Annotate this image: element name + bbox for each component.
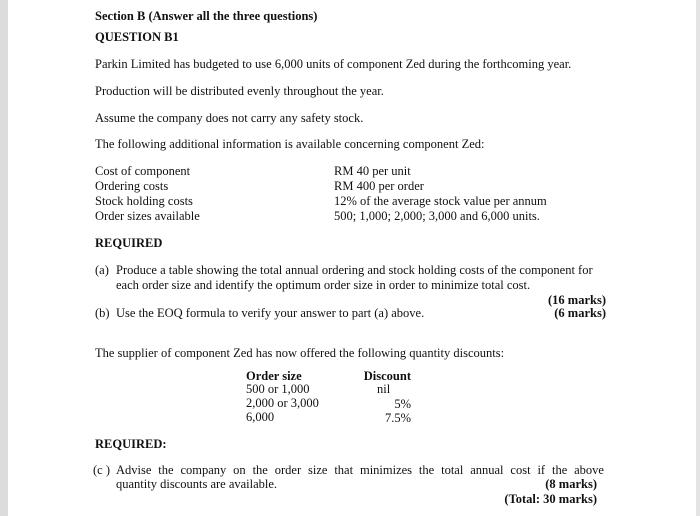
- discount-row-2-size: 2,000 or 3,000: [246, 396, 319, 410]
- intro-line-3: Assume the company does not carry any safety stock.: [95, 111, 364, 125]
- part-b-label: (b): [95, 306, 110, 320]
- part-a-line-2: each order size and identify the optimum order size in order to minimize total cost.: [116, 278, 531, 292]
- info-label-holding: Stock holding costs: [95, 194, 193, 208]
- info-value-holding: 12% of the average stock value per annum: [334, 194, 547, 208]
- part-a-line-1: Produce a table showing the total annual ordering and stock holding costs of the component for: [116, 263, 593, 277]
- info-label-sizes: Order sizes available: [95, 209, 200, 223]
- info-value-ordering: RM 400 per order: [334, 179, 424, 193]
- total-marks: (Total: 30 marks): [504, 492, 597, 506]
- required-heading-1: REQUIRED: [95, 236, 163, 250]
- discount-header-discount: Discount: [363, 369, 411, 383]
- page-edge-right: [696, 0, 700, 516]
- discount-row-1-size: 500 or 1,000: [246, 382, 310, 396]
- part-c-line-2: quantity discounts are available.: [116, 477, 278, 491]
- part-a-label: (a): [95, 263, 109, 277]
- info-label-ordering: Ordering costs: [95, 179, 169, 193]
- discount-row-3-value: 7.5%: [384, 411, 411, 425]
- part-c-label: (c ): [93, 463, 110, 477]
- part-a-marks: (16 marks): [548, 293, 606, 307]
- discount-row-1-value: nil: [377, 382, 391, 396]
- part-b-marks: (6 marks): [554, 306, 606, 320]
- info-value-cost: RM 40 per unit: [334, 164, 411, 178]
- part-c-line-1: Advise the company on the order size that minimizes the total annual cost if the above: [116, 463, 604, 477]
- info-label-cost: Cost of component: [95, 164, 191, 178]
- section-title: Section B (Answer all the three questions): [95, 9, 318, 23]
- part-b-text: Use the EOQ formula to verify your answer to part (a) above.: [116, 306, 425, 320]
- discount-intro: The supplier of component Zed has now offered the following quantity discounts:: [95, 346, 505, 360]
- discount-row-2-value: 5%: [394, 397, 411, 411]
- page-edge-left: [0, 0, 8, 516]
- question-title: QUESTION B1: [95, 30, 179, 44]
- intro-line-2: Production will be distributed evenly throughout the year.: [95, 84, 384, 98]
- intro-line-4: The following additional information is available concerning component Zed:: [95, 137, 485, 151]
- discount-header-order-size: Order size: [246, 369, 302, 383]
- intro-line-1: Parkin Limited has budgeted to use 6,000 units of component Zed during the forthcoming year.: [95, 57, 572, 71]
- discount-row-3-size: 6,000: [246, 410, 275, 424]
- required-heading-2: REQUIRED:: [95, 437, 167, 451]
- part-c-marks: (8 marks): [545, 477, 597, 491]
- info-value-sizes: 500; 1,000; 2,000; 3,000 and 6,000 units.: [334, 209, 540, 223]
